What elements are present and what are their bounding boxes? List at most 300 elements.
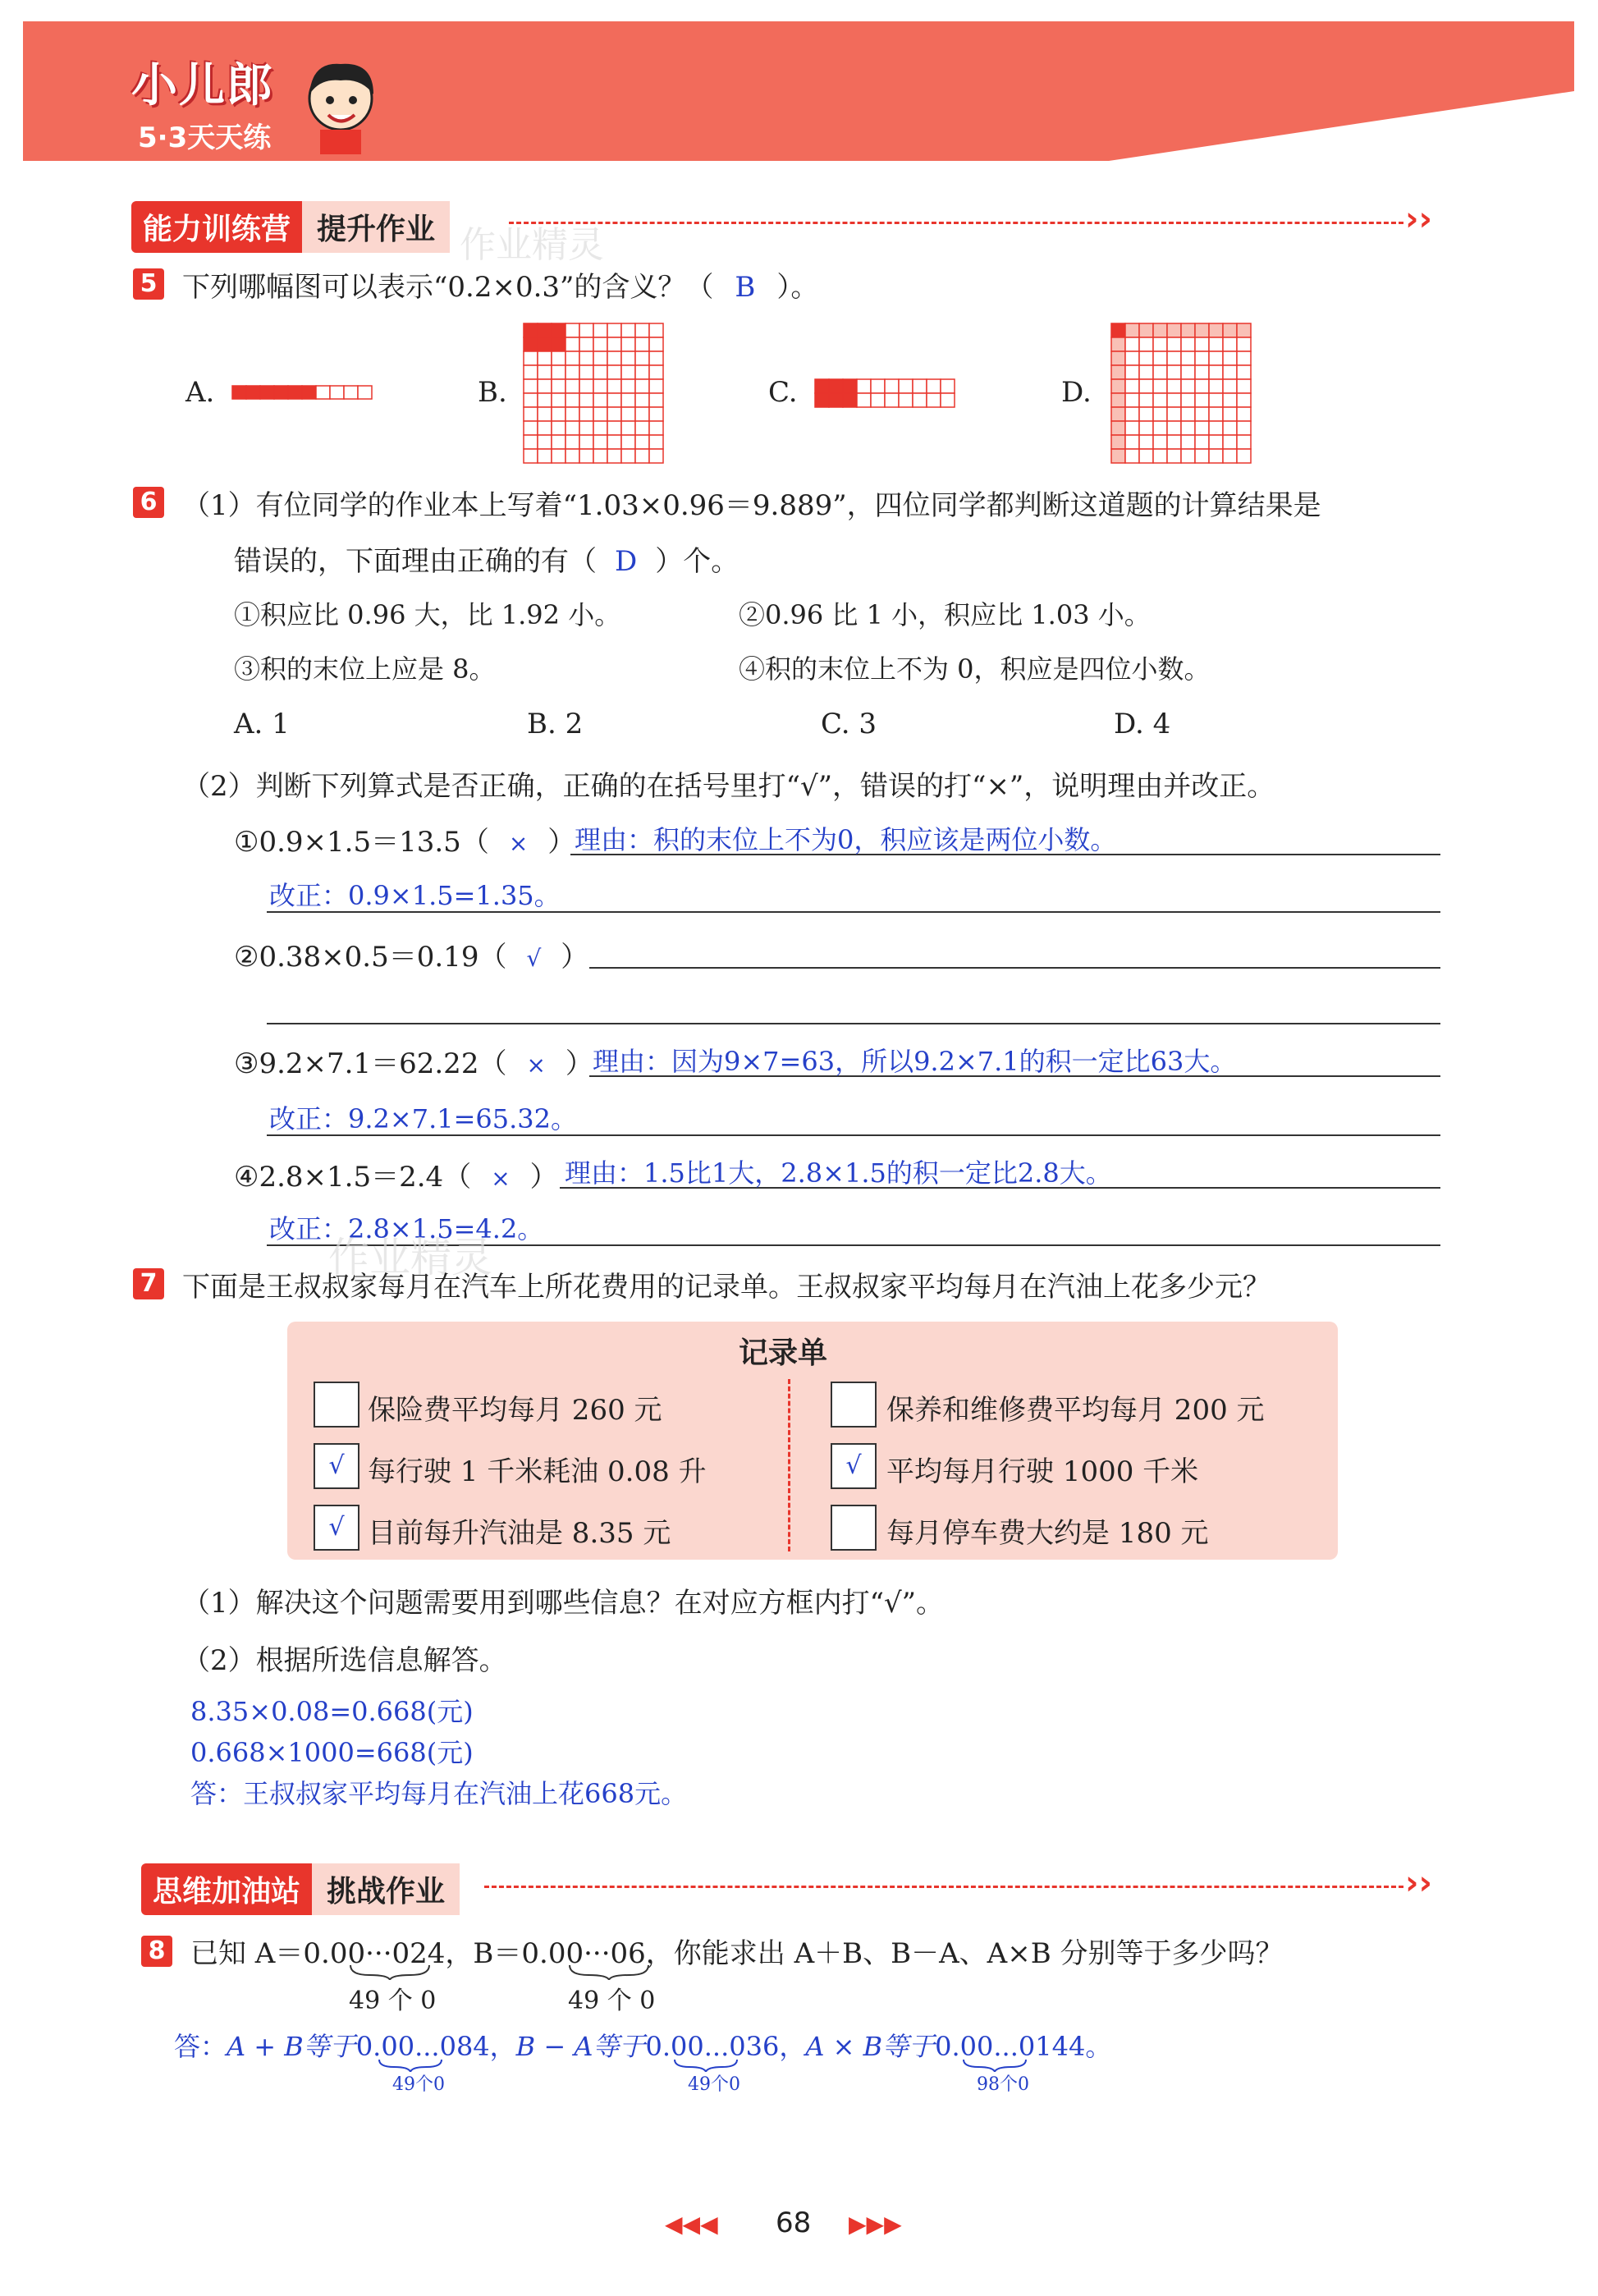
record-item-6: 每月停车费大约是 180 元 (886, 1517, 1209, 1550)
grid-cell (1139, 435, 1153, 449)
section2-heading (141, 1863, 460, 1915)
grid-cell (565, 435, 579, 449)
section2-divider (484, 1886, 1403, 1888)
grid-cell (1125, 337, 1139, 351)
grid-cell (593, 407, 607, 421)
grid-cell (1223, 449, 1237, 463)
watermark-2: 作业精灵 (328, 1234, 492, 1281)
grid-cell (1209, 351, 1223, 365)
grid-cell (1223, 323, 1237, 337)
grid-cell (621, 337, 635, 351)
grid-cell (1209, 393, 1223, 407)
grid-cell (593, 323, 607, 337)
q7-sub2: （2）根据所选信息解答。 (182, 1644, 507, 1677)
grid-cell (344, 386, 358, 399)
grid-cell (1167, 393, 1181, 407)
grid-cell (1237, 449, 1251, 463)
grid-cell (565, 393, 579, 407)
grid-cell (552, 337, 565, 351)
grid-cell (607, 407, 621, 421)
grid-cell (579, 365, 593, 379)
grid-cell (649, 421, 663, 435)
grid-cell (565, 337, 579, 351)
grid-cell (1111, 407, 1125, 421)
grid-cell (649, 407, 663, 421)
grid-cell (621, 365, 635, 379)
grid-cell (1223, 337, 1237, 351)
q6-number: 6 (133, 487, 164, 518)
grid-cell (635, 421, 649, 435)
grid-cell (621, 351, 635, 365)
grid-cell (1237, 393, 1251, 407)
grid-cell (1195, 351, 1209, 365)
grid-cell (579, 323, 593, 337)
q5-option-d-label: D. (1061, 376, 1092, 409)
record-checkbox-4[interactable]: √ (831, 1443, 877, 1489)
grid-cell (635, 365, 649, 379)
grid-cell (607, 379, 621, 393)
q5-text: 下列哪幅图可以表示“0.2×0.3”的含义？（ B ）。 (182, 271, 819, 304)
q8-number: 8 (141, 1936, 172, 1967)
q6-item3-expr: ③9.2×7.1＝62.22（ × ） (234, 1047, 593, 1080)
q6-reason-4: ④积的末位上不为 0，积应是四位小数。 (739, 653, 1211, 685)
grid-cell (635, 337, 649, 351)
grid-cell (232, 386, 246, 399)
grid-cell (1153, 421, 1167, 435)
q6-reason-3: ③积的末位上应是 8。 (234, 653, 496, 685)
grid-cell (579, 435, 593, 449)
q6-reason-1: ①积应比 0.96 大，比 1.92 小。 (234, 599, 621, 630)
q5-option-b-label: B. (478, 376, 507, 409)
grid-cell (260, 386, 274, 399)
q7-text: 下面是王叔叔家每月在汽车上所花费用的记录单。王叔叔家平均每月在汽油上花多少元？ (182, 1271, 1271, 1304)
grid-cell (885, 393, 899, 407)
grid-cell (815, 379, 829, 393)
grid-cell (538, 421, 552, 435)
grid-cell (649, 435, 663, 449)
grid-cell (621, 421, 635, 435)
grid-cell (1237, 435, 1251, 449)
grid-cell (1167, 337, 1181, 351)
logo-title: 小儿郎 (131, 59, 274, 112)
section1-divider (509, 222, 1403, 224)
grid-cell (635, 351, 649, 365)
q8-a-zeros: 00··· (329, 1937, 392, 1970)
grid-cell (1167, 421, 1181, 435)
q7-work-2: 0.668×1000=668(元) (190, 1737, 474, 1768)
grid-cell (621, 449, 635, 463)
grid-cell (565, 351, 579, 365)
logo-subtitle: 5·3天天练 (138, 121, 272, 154)
grid-cell (621, 393, 635, 407)
grid-cell (1153, 407, 1167, 421)
grid-cell (1181, 435, 1195, 449)
q6-part1-line1: （1）有位同学的作业本上写着“1.03×0.96＝9.889”，四位同学都判断这道题的计算结果是 (182, 489, 1321, 522)
q6-part1-answer: D (615, 545, 638, 578)
grid-cell (593, 337, 607, 351)
q6-item3-fix: 改正：9.2×7.1=65.32。 (269, 1103, 578, 1134)
grid-cell (607, 421, 621, 435)
record-checkbox-2[interactable] (831, 1382, 877, 1428)
grid-cell (649, 449, 663, 463)
grid-cell (538, 337, 552, 351)
grid-cell (1237, 421, 1251, 435)
grid-cell (1209, 435, 1223, 449)
grid-cell (524, 365, 538, 379)
grid-cell (1125, 421, 1139, 435)
grid-cell (1153, 337, 1167, 351)
chevron-right-icon-2: ›› (1405, 1864, 1432, 1902)
q8-text: 已知 A＝0.00···024，B＝0.00···06，你能求出 A＋B、B－A、A×B 分别等于多少吗？ (190, 1937, 1284, 1970)
grid-cell (1139, 407, 1153, 421)
grid-cell (565, 421, 579, 435)
grid-cell (1111, 365, 1125, 379)
grid-cell (1125, 407, 1139, 421)
record-item-4: 平均每月行驶 1000 千米 (886, 1455, 1199, 1488)
grid-cell (649, 379, 663, 393)
q6-item1-reason: 理由：积的末位上不为0，积应该是两位小数。 (575, 824, 1117, 855)
grid-cell (1111, 393, 1125, 407)
grid-cell (885, 379, 899, 393)
mascot-icon (295, 57, 386, 156)
grid-cell (552, 393, 565, 407)
grid-cell (635, 393, 649, 407)
record-checkbox-1[interactable] (314, 1382, 359, 1428)
q5-option-b-figure (522, 322, 665, 465)
grid-cell (1195, 323, 1209, 337)
record-sheet-title: 记录单 (739, 1336, 828, 1370)
grid-cell (1153, 365, 1167, 379)
grid-cell (1139, 421, 1153, 435)
q5-option-d-figure (1110, 322, 1252, 465)
grid-cell (1125, 351, 1139, 365)
grid-cell (649, 351, 663, 365)
grid-cell (1111, 351, 1125, 365)
grid-cell (538, 393, 552, 407)
grid-cell (1125, 449, 1139, 463)
grid-cell (621, 407, 635, 421)
grid-cell (579, 393, 593, 407)
chevron-right-icon: ›› (1405, 200, 1432, 238)
grid-cell (1139, 393, 1153, 407)
grid-cell (552, 379, 565, 393)
record-checkbox-5[interactable]: √ (314, 1505, 359, 1551)
grid-cell (538, 323, 552, 337)
grid-cell (1125, 365, 1139, 379)
q8-a-brace-icon (349, 1964, 431, 1980)
grid-cell (1111, 449, 1125, 463)
grid-cell (621, 323, 635, 337)
grid-cell (1153, 351, 1167, 365)
grid-cell (1167, 351, 1181, 365)
grid-cell (1125, 435, 1139, 449)
grid-cell (607, 393, 621, 407)
grid-cell (524, 407, 538, 421)
watermark-1: 作业精灵 (460, 224, 604, 266)
grid-cell (1139, 351, 1153, 365)
grid-cell (607, 365, 621, 379)
section1-heading (131, 201, 450, 253)
grid-cell (1223, 379, 1237, 393)
grid-cell (524, 435, 538, 449)
grid-cell (1209, 337, 1223, 351)
grid-cell (579, 421, 593, 435)
grid-cell (579, 351, 593, 365)
grid-cell (607, 449, 621, 463)
grid-cell (538, 435, 552, 449)
grid-cell (927, 393, 941, 407)
grid-cell (1111, 421, 1125, 435)
section1-tag: 能力训练营 (131, 201, 302, 253)
section2-title: 挑战作业 (312, 1863, 460, 1915)
grid-cell (579, 337, 593, 351)
q8-answer: 答：A + B等于0.00...084，B − A等于0.00...036，A × B等于0.00...0144。 (174, 2031, 1112, 2062)
grid-cell (829, 393, 843, 407)
grid-cell (1195, 449, 1209, 463)
grid-cell (1167, 407, 1181, 421)
record-item-2: 保养和维修费平均每月 200 元 (886, 1394, 1265, 1427)
grid-cell (1209, 421, 1223, 435)
grid-cell (1111, 323, 1125, 337)
grid-cell (1111, 435, 1125, 449)
grid-cell (524, 379, 538, 393)
q8-ans-brace-1-label: 49个0 (392, 2074, 445, 2095)
record-item-1: 保险费平均每月 260 元 (368, 1394, 662, 1427)
grid-cell (274, 386, 288, 399)
record-checkbox-3[interactable]: √ (314, 1443, 359, 1489)
grid-cell (635, 379, 649, 393)
grid-cell (1181, 393, 1195, 407)
grid-cell (1153, 449, 1167, 463)
page-number: 68 (776, 2207, 812, 2239)
grid-cell (1209, 407, 1223, 421)
grid-cell (302, 386, 316, 399)
grid-cell (1223, 351, 1237, 365)
q8-ans-brace-2-label: 49个0 (688, 2074, 740, 2095)
q6-part1-line2: 错误的，下面理由正确的有（ D ）个。 (234, 545, 739, 578)
grid-cell (358, 386, 372, 399)
grid-cell (1111, 379, 1125, 393)
grid-cell (246, 386, 260, 399)
grid-cell (1167, 365, 1181, 379)
grid-cell (1209, 323, 1223, 337)
grid-cell (607, 323, 621, 337)
q6-part2-prompt: （2）判断下列算式是否正确，正确的在括号里打“√”，错误的打“×”，说明理由并改正。 (182, 770, 1275, 803)
grid-cell (1237, 351, 1251, 365)
grid-cell (1139, 379, 1153, 393)
grid-cell (1153, 323, 1167, 337)
grid-cell (635, 323, 649, 337)
grid-cell (552, 421, 565, 435)
q8-b-brace-label: 49 个 0 (568, 1987, 656, 2015)
grid-cell (330, 386, 344, 399)
grid-cell (1153, 435, 1167, 449)
grid-cell (1237, 407, 1251, 421)
grid-cell (1223, 393, 1237, 407)
q6-item4-expr: ④2.8×1.5＝2.4（ × ） (234, 1161, 558, 1194)
q8-b-brace-icon (568, 1964, 650, 1980)
grid-cell (857, 379, 871, 393)
grid-cell (593, 351, 607, 365)
grid-cell (1139, 449, 1153, 463)
grid-cell (1153, 379, 1167, 393)
page-prev-icon: ◀◀◀ (665, 2211, 718, 2238)
grid-cell (607, 435, 621, 449)
record-divider (788, 1379, 790, 1551)
q5-answer: B (735, 271, 756, 304)
q6-choice-c: C. 3 (821, 708, 877, 740)
q6-item1-fix: 改正：0.9×1.5=1.35。 (269, 880, 561, 911)
grid-cell (538, 351, 552, 365)
grid-cell (1139, 365, 1153, 379)
grid-cell (621, 379, 635, 393)
grid-cell (1237, 365, 1251, 379)
section1-title: 提升作业 (302, 201, 450, 253)
q7-work-1: 8.35×0.08=0.668(元) (190, 1696, 474, 1727)
grid-cell (1223, 365, 1237, 379)
grid-cell (552, 323, 565, 337)
grid-cell (524, 337, 538, 351)
grid-cell (899, 393, 913, 407)
grid-cell (871, 393, 885, 407)
q7-sub1: （1）解决这个问题需要用到哪些信息？在对应方框内打“√”。 (182, 1587, 945, 1620)
grid-cell (1181, 323, 1195, 337)
page-next-icon: ▶▶▶ (849, 2211, 902, 2238)
grid-cell (1181, 407, 1195, 421)
grid-cell (871, 379, 885, 393)
grid-cell (941, 393, 955, 407)
grid-cell (1125, 379, 1139, 393)
grid-cell (1223, 407, 1237, 421)
grid-cell (649, 393, 663, 407)
record-item-5: 目前每升汽油是 8.35 元 (368, 1517, 671, 1550)
grid-cell (1167, 435, 1181, 449)
grid-cell (1195, 365, 1209, 379)
grid-cell (635, 449, 649, 463)
grid-cell (1237, 337, 1251, 351)
grid-cell (1181, 421, 1195, 435)
grid-cell (1139, 337, 1153, 351)
grid-cell (524, 351, 538, 365)
grid-cell (1125, 393, 1139, 407)
grid-cell (1223, 435, 1237, 449)
q6-item4-reason: 理由：1.5比1大，2.8×1.5的积一定比2.8大。 (565, 1157, 1112, 1189)
grid-cell (524, 449, 538, 463)
grid-cell (579, 449, 593, 463)
grid-cell (593, 365, 607, 379)
grid-cell (565, 323, 579, 337)
q6-item4-fix: 改正：2.8×1.5=4.2。 (269, 1213, 544, 1244)
grid-cell (649, 337, 663, 351)
grid-cell (607, 351, 621, 365)
grid-cell (538, 365, 552, 379)
grid-cell (565, 379, 579, 393)
q6-item2-expr: ②0.38×0.5＝0.19（ √ ） (234, 941, 589, 974)
q5-option-c-figure (814, 378, 957, 409)
grid-cell (552, 435, 565, 449)
q6-choice-d: D. 4 (1114, 708, 1171, 740)
grid-cell (1167, 449, 1181, 463)
grid-cell (1125, 323, 1139, 337)
q5-option-a-label: A. (185, 376, 215, 409)
grid-cell (1153, 393, 1167, 407)
grid-cell (552, 407, 565, 421)
q7-number: 7 (133, 1268, 164, 1299)
grid-cell (635, 407, 649, 421)
q6-item1-expr: ①0.9×1.5＝13.5（ × ） (234, 826, 576, 859)
q8-a-brace-label: 49 个 0 (349, 1987, 437, 2015)
grid-cell (1111, 337, 1125, 351)
grid-cell (538, 379, 552, 393)
grid-cell (1195, 337, 1209, 351)
grid-cell (538, 449, 552, 463)
grid-cell (565, 365, 579, 379)
grid-cell (913, 379, 927, 393)
grid-cell (288, 386, 302, 399)
grid-cell (593, 435, 607, 449)
grid-cell (913, 393, 927, 407)
grid-cell (552, 449, 565, 463)
grid-cell (843, 393, 857, 407)
grid-cell (1195, 379, 1209, 393)
grid-cell (316, 386, 330, 399)
q6-reason-2: ②0.96 比 1 小，积应比 1.03 小。 (739, 599, 1151, 630)
q7-answer: 答：王叔叔家平均每月在汽油上花668元。 (190, 1778, 688, 1809)
grid-cell (538, 407, 552, 421)
grid-cell (552, 365, 565, 379)
grid-cell (565, 449, 579, 463)
grid-cell (1195, 407, 1209, 421)
grid-cell (524, 421, 538, 435)
q5-option-a-figure (231, 384, 376, 402)
record-item-3: 每行驶 1 千米耗油 0.08 升 (368, 1455, 707, 1488)
grid-cell (635, 435, 649, 449)
grid-cell (579, 407, 593, 421)
grid-cell (843, 379, 857, 393)
grid-cell (565, 407, 579, 421)
q6-choice-a: A. 1 (234, 708, 290, 740)
grid-cell (829, 379, 843, 393)
grid-cell (524, 323, 538, 337)
grid-cell (927, 379, 941, 393)
grid-cell (1167, 379, 1181, 393)
grid-cell (607, 337, 621, 351)
grid-cell (1237, 379, 1251, 393)
q6-item2-reason-line (589, 967, 1440, 969)
grid-cell (1181, 379, 1195, 393)
grid-cell (941, 379, 955, 393)
grid-cell (1181, 351, 1195, 365)
grid-cell (1223, 421, 1237, 435)
grid-cell (1195, 421, 1209, 435)
grid-cell (1209, 379, 1223, 393)
grid-cell (1139, 323, 1153, 337)
grid-cell (1209, 449, 1223, 463)
grid-cell (593, 421, 607, 435)
grid-cell (621, 435, 635, 449)
grid-cell (649, 365, 663, 379)
grid-cell (1195, 435, 1209, 449)
q6-item2-fix-line (267, 1023, 1440, 1024)
q8-ans-brace-3-label: 98个0 (977, 2074, 1029, 2095)
record-checkbox-6[interactable] (831, 1505, 877, 1551)
grid-cell (552, 351, 565, 365)
grid-cell (899, 379, 913, 393)
grid-cell (1181, 365, 1195, 379)
grid-cell (1237, 323, 1251, 337)
grid-cell (1167, 323, 1181, 337)
q5-number: 5 (133, 268, 164, 300)
